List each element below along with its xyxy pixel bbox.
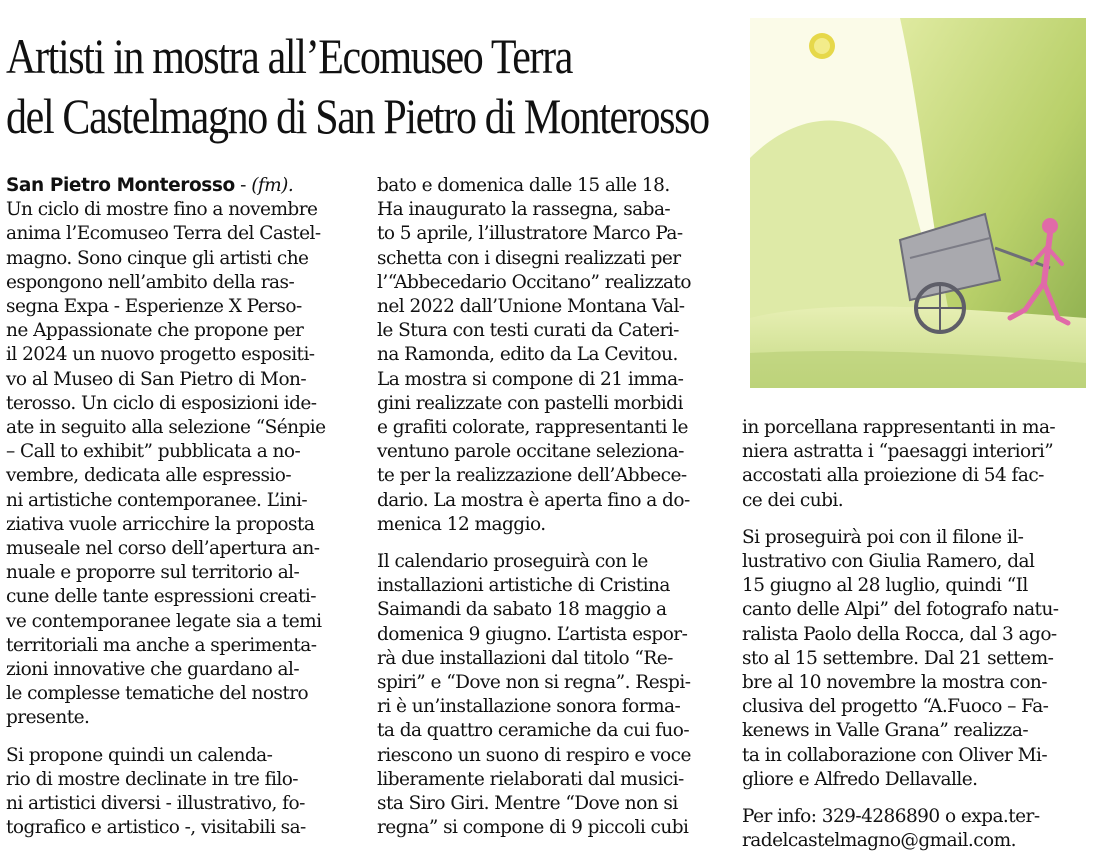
text-line: il 2024 un nuovo progetto espositi- <box>6 344 315 366</box>
text-line: te per la realizzazione dell’Abbece- <box>377 465 687 487</box>
text-line: bato e domenica dalle 15 alle 18. <box>377 175 670 196</box>
text-line: nuale e proporre sul territorio al- <box>6 562 300 584</box>
article-column-2 <box>377 174 722 840</box>
text-line: schetta con i disegni realizzati per <box>377 247 681 269</box>
text-line: accostati alla proiezione di 54 fac- <box>742 465 1044 487</box>
sun-core-icon <box>814 38 830 54</box>
text-line: museale nel corso dell’apertura an- <box>6 538 320 560</box>
text-line: magno. Sono cinque gli artisti che <box>6 247 309 269</box>
text-line: ralista Paolo della Rocca, dal 3 ago- <box>742 623 1057 645</box>
text-line: gliore e Alfredo Dellavalle. <box>742 768 978 790</box>
text-line: ce dei cubi. <box>742 489 844 511</box>
headline <box>6 26 709 146</box>
text-line: rà due installazioni dal titolo “Re- <box>377 647 673 669</box>
text-line: Il calendario proseguirà con le <box>377 551 648 573</box>
text-line: nel 2022 dall’Unione Montana Val- <box>377 296 685 318</box>
text-line: zioni innovative che guardano al- <box>6 659 300 681</box>
text-line: segna Expa - Esperienze X Perso- <box>6 296 302 318</box>
article-column-3 <box>742 416 1087 853</box>
text-line: sta Siro Giri. Mentre “Dove non si <box>377 793 678 815</box>
text-line: La mostra si compone di 21 imma- <box>377 368 684 390</box>
text-line: territoriali ma anche a sperimenta- <box>6 634 317 656</box>
text-line: ne Appassionate che propone per <box>6 320 304 342</box>
text-line: – Call to exhibit” pubblicata a no- <box>6 441 301 463</box>
illustration-image <box>750 18 1086 388</box>
text-line: dario. La mostra è aperta fino a do- <box>377 489 690 511</box>
text-line: ni artistici diversi - illustrativo, fo- <box>6 793 305 815</box>
text-line: niera astratta i “paesaggi interiori” <box>742 441 1054 463</box>
text-line: kenews in Valle Grana” realizza- <box>742 720 1029 742</box>
text-line: liberamente rielaborati dal musici- <box>377 768 684 790</box>
text-line: ta in collaborazione con Oliver Mi- <box>742 744 1048 766</box>
text-line: menica 12 maggio. <box>377 513 546 535</box>
text-line: terosso. Un ciclo di esposizioni ide- <box>6 392 317 414</box>
text-line: tografico e artistico -, visitabili sa- <box>6 817 306 839</box>
text-line: regna” si compone di 9 piccoli cubi <box>377 817 689 839</box>
text-line: rio di mostre declinate in tre filo- <box>6 768 298 790</box>
text-line: Saimandi da sabato 18 maggio a <box>377 599 667 621</box>
article-column-1 <box>6 174 356 840</box>
text-line: espongono nell’ambito della ras- <box>6 271 295 293</box>
paragraph-gap <box>742 792 1087 805</box>
text-line: lustrativo con Giulia Ramero, dal <box>742 551 1035 573</box>
text-line: presente. <box>6 707 90 729</box>
text-line: domenica 9 giugno. L’artista espor- <box>377 623 688 645</box>
text-line: Si propone quindi un calenda- <box>6 744 273 766</box>
text-line: ta da quattro ceramiche da cui fuo- <box>377 720 690 742</box>
dateline <box>6 174 356 198</box>
text-line: installazioni artistiche di Cristina <box>377 575 670 597</box>
text-line: bre al 10 novembre la mostra con- <box>742 672 1047 694</box>
text-line: ri è un’installazione sonora forma- <box>377 696 681 718</box>
text-line: vembre, dedicata alle espressio- <box>6 465 292 487</box>
text-line: le Stura con testi curati da Cateri- <box>377 320 679 342</box>
dateline-separator: - <box>234 175 252 196</box>
text-line: Si proseguirà poi con il filone il- <box>742 526 1024 548</box>
text-line: in porcellana rappresentanti in ma- <box>742 417 1056 438</box>
text-line: ve contemporanee legate sia a temi <box>6 610 322 632</box>
dateline-byline: (fm). <box>251 175 294 196</box>
text-line: ziativa vuole arricchire la proposta <box>6 513 315 535</box>
text-line: ventuno parole occitane seleziona- <box>377 441 684 463</box>
text-line: sto al 15 settembre. Dal 21 settem- <box>742 647 1054 669</box>
dateline-location: San Pietro Monterosso <box>6 175 235 196</box>
text-line: spiri” e “Dove non si regna”. Respi- <box>377 672 691 694</box>
text-line: Per info: 329-4286890 o expa.ter- <box>742 806 1040 828</box>
text-line: l’“Abbecedario Occitano” realizzato <box>377 271 691 293</box>
text-line: Un ciclo di mostre fino a novembre <box>6 199 318 221</box>
headline-line: del Castelmagno di San Pietro di Monterosso <box>6 88 709 144</box>
text-line: radelcastelmagno@gmail.com. <box>742 830 1016 852</box>
text-line: clusiva del progetto “A.Fuoco – Fa- <box>742 696 1049 718</box>
text-line: 15 giugno al 28 luglio, quindi “Il <box>742 575 1028 597</box>
paragraph-gap <box>742 513 1087 526</box>
text-line: vo al Museo di San Pietro di Mon- <box>6 368 307 390</box>
text-line: na Ramonda, edito da La Cevitou. <box>377 344 678 366</box>
text-line: gini realizzate con pastelli morbidi <box>377 392 683 414</box>
headline-line: Artisti in mostra all’Ecomuseo Terra <box>6 28 573 84</box>
text-line: Ha inaugurato la rassegna, saba- <box>377 199 671 221</box>
text-line: to 5 aprile, l’illustratore Marco Pa- <box>377 223 683 245</box>
text-line: riescono un suono di respiro e voce <box>377 744 691 766</box>
text-line: le complesse tematiche del nostro <box>6 683 309 705</box>
text-line: ate in seguito alla selezione “Sénpie <box>6 417 326 439</box>
text-line: cune delle tante espressioni creati- <box>6 586 316 608</box>
paragraph-gap <box>6 731 356 744</box>
text-line: canto delle Alpi” del fotografo natu- <box>742 599 1059 621</box>
paragraph-gap <box>377 537 722 550</box>
text-line: e grafiti colorate, rappresentanti le <box>377 417 688 439</box>
text-line: anima l’Ecomuseo Terra del Castel- <box>6 223 321 245</box>
text-line: ni artistiche contemporanee. L’ini- <box>6 489 308 511</box>
